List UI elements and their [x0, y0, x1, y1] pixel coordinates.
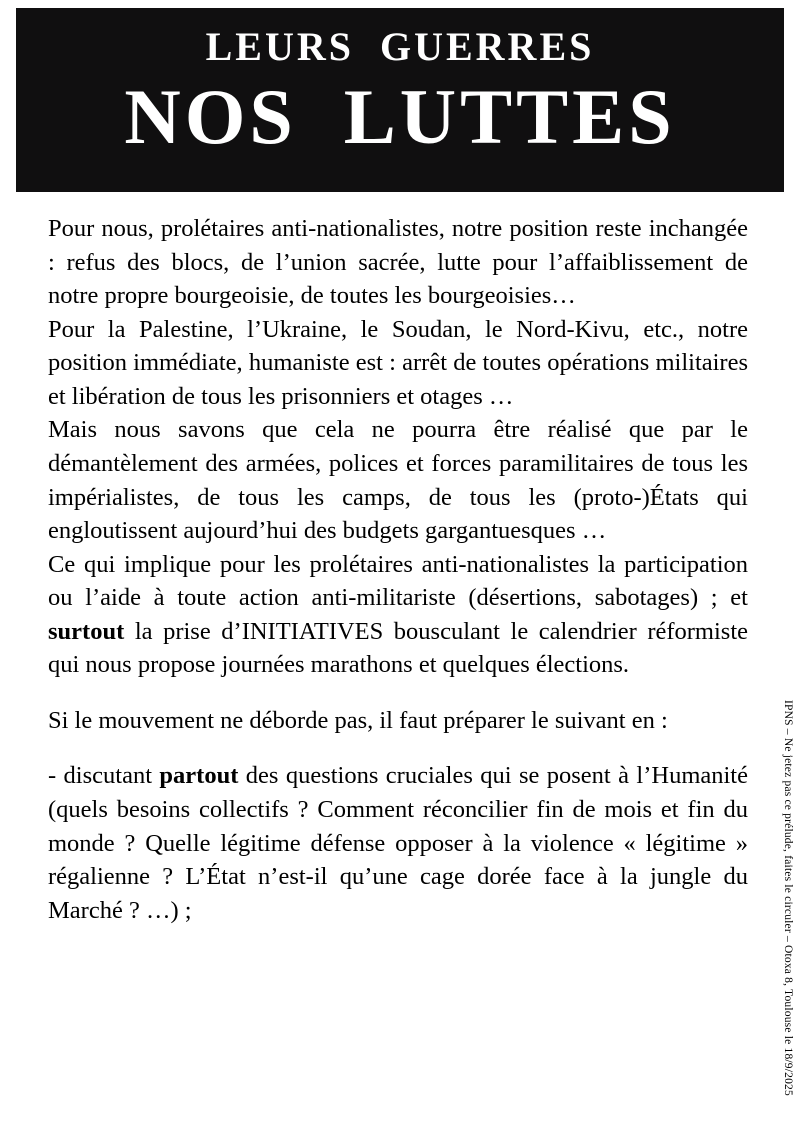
- banner-title-line-2: NOS LUTTES: [124, 73, 676, 160]
- banner-title-line-1: LEURS GUERRES: [205, 24, 595, 69]
- document-body: [48, 212, 748, 927]
- paragraph-3: Mais nous savons que cela ne pourra être réalisé que par le démantèlement des armées, polices et forces paramilitaires de tous les impérialistes, de tous les camps, de tous les (proto-)États qui engloutissent aujourd’hui des budgets gargantuesques …: [48, 416, 748, 545]
- paragraph-6-emphasis: partout: [159, 762, 239, 790]
- paragraph-4: [48, 548, 748, 682]
- paragraph-4-emphasis: surtout: [48, 617, 125, 645]
- paragraph-6-text-after: des questions cruciales qui se posent à l’Humanité (quels besoins collectifs ? Comment réconcilier fin de mois et fin du monde ? Quelle légitime défense opposer à la violence « légitime » régalienne ? L’État n’est-il qu’une cage dorée face à la jungle du Marché ? …) ;: [48, 762, 748, 924]
- paragraph-1: Pour nous, prolétaires anti-nationalistes, notre position reste inchangée : refus des blocs, de l’union sacrée, lutte pour l’affaiblissement de notre propre bourgeoisie, de toutes les bourgeoisies…: [48, 215, 748, 310]
- paragraph-5: Si le mouvement ne déborde pas, il faut préparer le suivant en :: [48, 706, 668, 734]
- title-banner: [16, 8, 784, 192]
- side-credit-note: IPNS – Ne jetez pas ce prélude, faites le circuler – Otoxa 8, Toulouse le 18/9/2025: [782, 700, 794, 1096]
- paragraph-4-text-after: la prise d’INITIATIVES bousculant le calendrier réformiste qui nous propose journées marathons et quelques élections.: [48, 617, 748, 679]
- paragraph-4-text-before: Ce qui implique pour les prolétaires anti-nationalistes la participation ou l’aide à toute action anti-militariste (désertions, sabotages) ; et: [48, 550, 748, 612]
- paragraph-6-text-before: - discutant: [48, 762, 160, 790]
- paragraph-6: [48, 759, 748, 927]
- paragraph-2: Pour la Palestine, l’Ukraine, le Soudan, le Nord-Kivu, etc., notre position immédiate, humaniste est : arrêt de toutes opérations militaires et libération de tous les prisonniers et otages …: [48, 315, 748, 410]
